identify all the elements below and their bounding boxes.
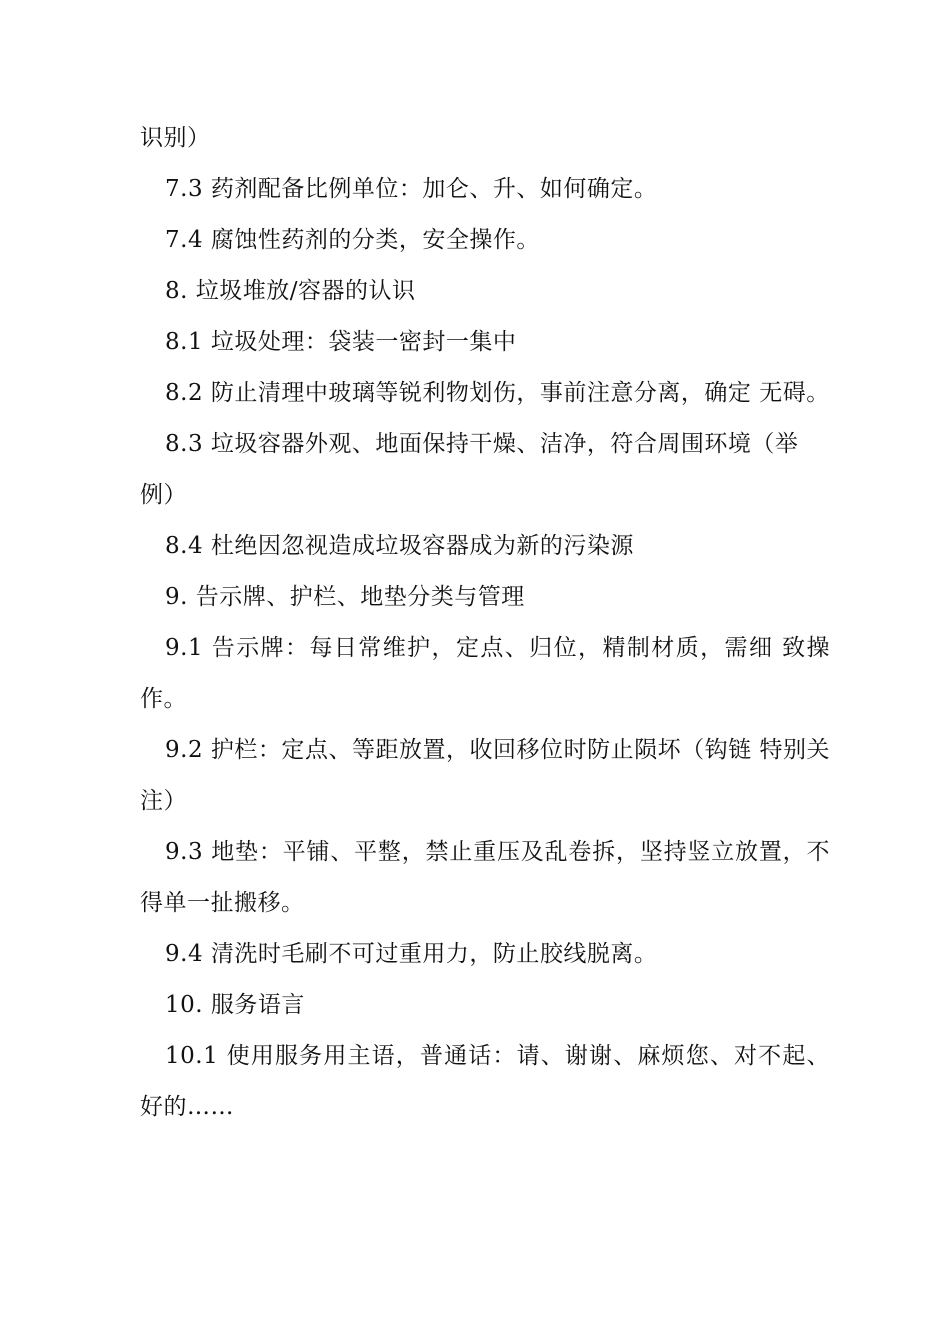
paragraph-9-2: 9.2 护栏：定点、等距放置，收回移位时防止陨坏（钩链 特别关注） xyxy=(140,737,830,814)
paragraph-9-4: 9.4 清洗时毛刷不可过重用力，防止胶线脱离。 xyxy=(165,941,658,967)
document-body xyxy=(140,113,830,1133)
paragraph-9-3: 9.3 地垫：平铺、平整，禁止重压及乱卷拆，坚持竖立放置，不得单一扯搬移。 xyxy=(140,839,830,916)
paragraph-8-3: 8.3 垃圾容器外观、地面保持干燥、洁净，符合周围环境（举例） xyxy=(140,431,799,508)
paragraph-continuation: 识别） xyxy=(140,125,211,151)
heading-10: 10. 服务语言 xyxy=(165,992,305,1018)
paragraph-8-2: 8.2 防止清理中玻璃等锐利物划伤，事前注意分离，确定 无碍。 xyxy=(165,380,830,406)
paragraph-8-4: 8.4 杜绝因忽视造成垃圾容器成为新的污染源 xyxy=(165,533,634,559)
paragraph-9-1: 9.1 告示牌：每日常维护，定点、归位，精制材质，需细 致操作。 xyxy=(140,635,830,712)
paragraph-7-4: 7.4 腐蚀性药剂的分类，安全操作。 xyxy=(165,227,540,253)
heading-9: 9. 告示牌、护栏、地垫分类与管理 xyxy=(165,584,525,610)
paragraph-7-3: 7.3 药剂配备比例单位：加仑、升、如何确定。 xyxy=(165,176,658,202)
heading-8: 8. 垃圾堆放/容器的认识 xyxy=(165,278,416,304)
paragraph-8-1: 8.1 垃圾处理：袋装一密封一集中 xyxy=(165,329,517,355)
paragraph-10-1: 10.1 使用服务用主语，普通话：请、谢谢、麻烦您、对不起、好的…… xyxy=(140,1043,830,1120)
